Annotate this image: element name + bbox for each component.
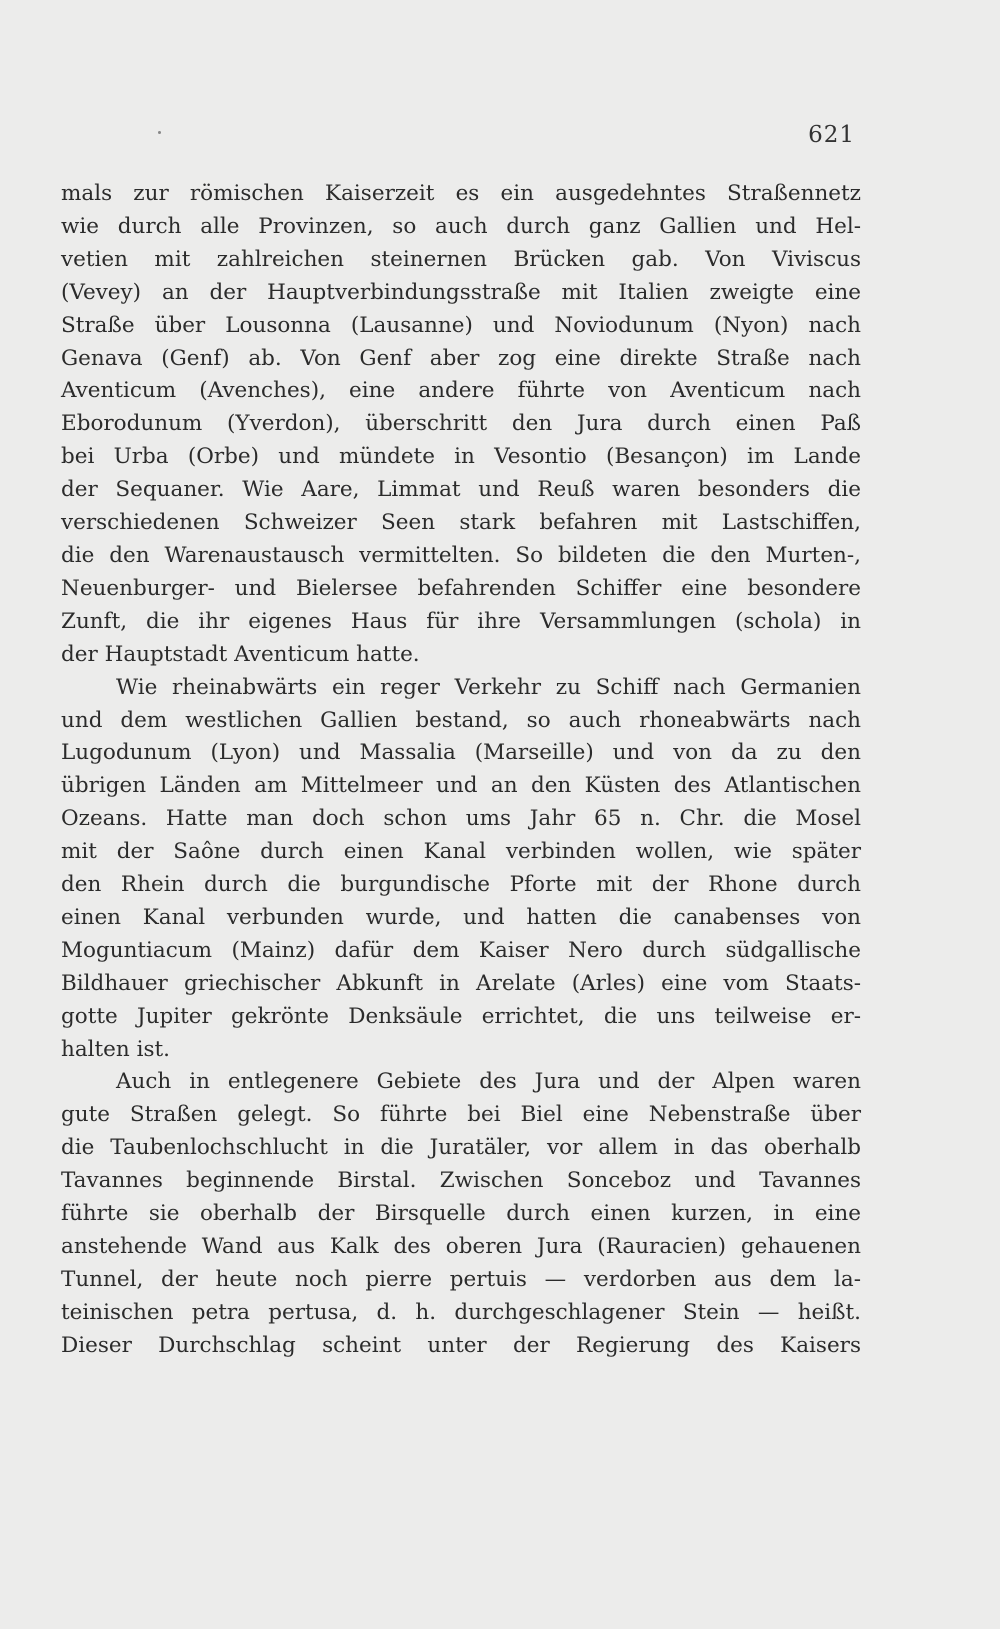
paragraph [61,1066,861,1362]
text-line: Lugodunum (Lyon) und Massalia (Marseille) und von da zu den [61,740,861,766]
text-line: und dem westlichen Gallien bestand, so auch rhoneabwärts nach [61,707,861,733]
text-line: Tavannes beginnende Birstal. Zwischen Sonceboz und Tavannes [61,1168,861,1194]
text-line: einen Kanal verbunden wurde, und hatten die canabenses von [61,904,861,930]
text-line: die den Warenaustausch vermittelten. So bildeten die den Murten-, [61,542,861,568]
text-line: die Taubenlochschlucht in die Juratäler, vor allem in das oberhalb [61,1135,861,1161]
text-line: Bildhauer griechischer Abkunft in Arelate (Arles) eine vom Staats- [61,970,861,996]
text-line: gute Straßen gelegt. So führte bei Biel eine Nebenstraße über [61,1102,861,1128]
text-line: verschiedenen Schweizer Seen stark befahren mit Lastschiffen, [61,510,861,536]
text-line: vetien mit zahlreichen steinernen Brücken gab. Von Viviscus [61,246,861,272]
text-line: Ozeans. Hatte man doch schon ums Jahr 65 n. Chr. die Mosel [61,806,861,832]
print-speck [158,131,161,134]
text-line: Wie rheinabwärts ein reger Verkehr zu Schiff nach Germanien [116,674,861,700]
text-line: Tunnel, der heute noch pierre pertuis — verdorben aus dem la- [61,1266,861,1292]
text-line: Eborodunum (Yverdon), überschritt den Jura durch einen Paß [61,411,861,437]
text-line: anstehende Wand aus Kalk des oberen Jura (Rauracien) gehauenen [61,1234,861,1259]
text-line: Straße über Lousonna (Lausanne) und Noviodunum (Nyon) nach [61,312,861,338]
text-line: Auch in entlegenere Gebiete des Jura und der Alpen waren [116,1069,861,1095]
body-text [61,178,861,1363]
text-line: wie durch alle Provinzen, so auch durch ganz Gallien und Hel- [61,213,861,239]
text-line: (Vevey) an der Hauptverbindungsstraße mit Italien zweigte eine [61,279,861,305]
paragraph [61,672,861,1067]
page-number: 621 [808,122,855,148]
text-line: Zunft, die ihr eigenes Haus für ihre Versammlungen (schola) in [61,608,861,634]
text-line: mit der Saône durch einen Kanal verbinden wollen, wie später [61,839,861,865]
text-line: der Sequaner. Wie Aare, Limmat und Reuß waren besonders die [61,477,861,503]
text-line: führte sie oberhalb der Birsquelle durch einen kurzen, in eine [61,1201,861,1227]
paragraph [61,178,861,672]
text-line: gotte Jupiter gekrönte Denksäule errichtet, die uns teilweise er- [61,1003,861,1029]
text-line: mals zur römischen Kaiserzeit es ein ausgedehntes Straßennetz [61,181,861,206]
text-line: teinischen petra pertusa, d. h. durchgeschlagener Stein — heißt. [61,1299,861,1325]
text-line: bei Urba (Orbe) und mündete in Vesontio (Besançon) im Lande [61,444,861,470]
text-line: Dieser Durchschlag scheint unter der Regierung des Kaisers [61,1332,861,1358]
text-line: der Hauptstadt Aventicum hatte. [61,641,420,667]
text-line: Neuenburger- und Bielersee befahrenden Schiffer eine besondere [61,575,861,601]
text-line: Aventicum (Avenches), eine andere führte von Aventicum nach [61,378,861,404]
text-line: übrigen Länden am Mittelmeer und an den Küsten des Atlantischen [61,773,861,799]
text-line: den Rhein durch die burgundische Pforte mit der Rhone durch [61,872,861,898]
text-line: Genava (Genf) ab. Von Genf aber zog eine direkte Straße nach [61,345,861,371]
text-line: halten ist. [61,1036,170,1062]
text-line: Moguntiacum (Mainz) dafür dem Kaiser Nero durch südgallische [61,937,861,963]
